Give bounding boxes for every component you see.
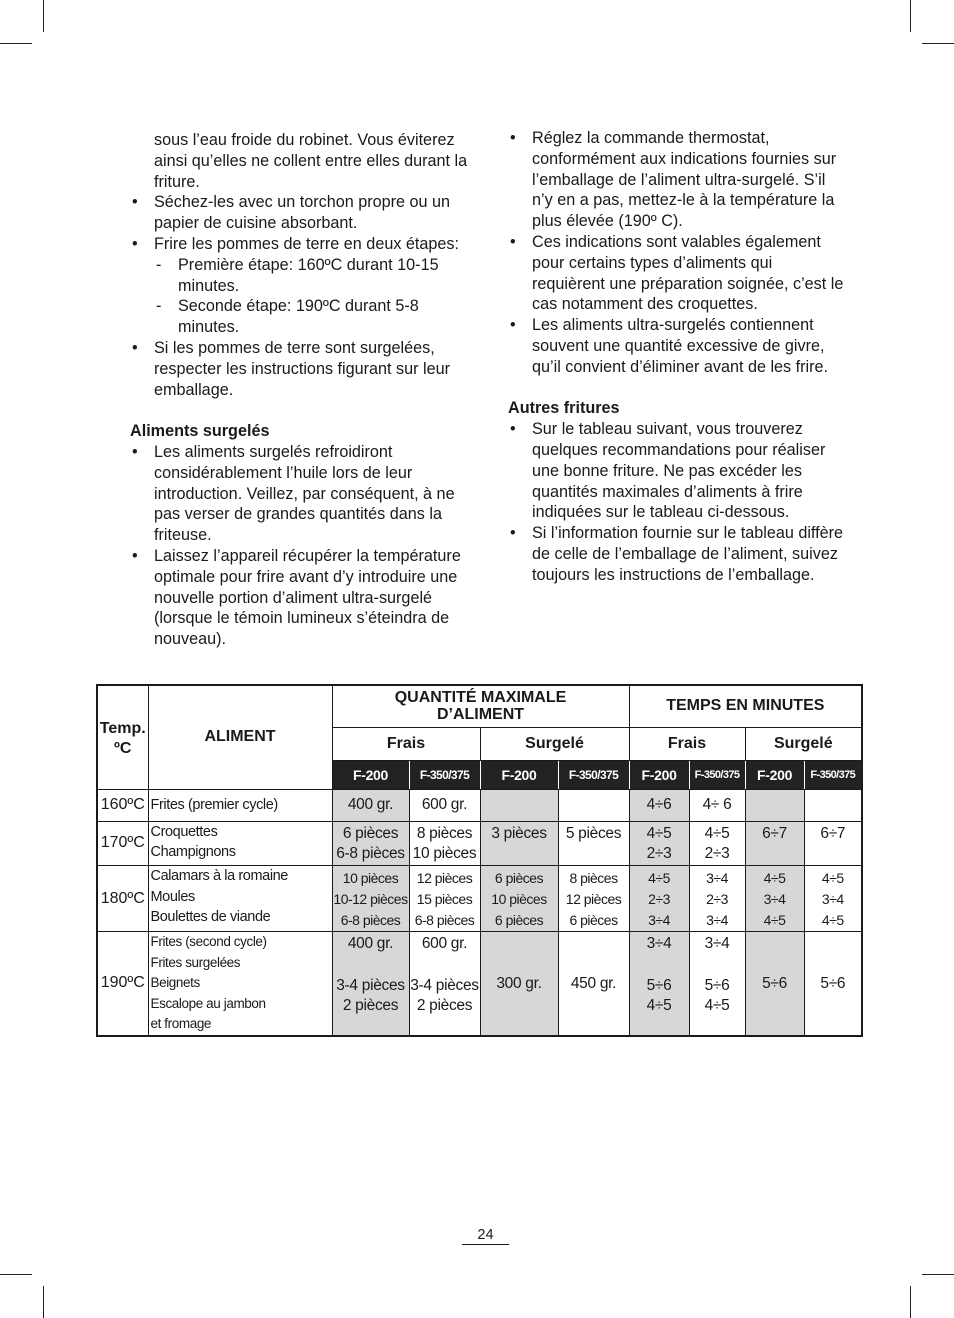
value-cell — [745, 789, 804, 821]
sub-list-item: - Seconde étape: 190ºC durant 5-8 minutes. — [130, 296, 470, 338]
temp-cell: 170ºC — [97, 821, 148, 866]
food-cell — [148, 789, 332, 821]
model-header: F-350/375 — [558, 760, 629, 789]
food-item: Moules — [150, 888, 195, 905]
bullet-list — [130, 192, 470, 400]
value-cell: 8 pièces 10 pièces — [409, 821, 480, 866]
bullet-list — [508, 419, 848, 585]
frying-table — [96, 684, 863, 1037]
food-item: Escalope au jambon — [150, 995, 266, 1011]
bullet-list — [508, 128, 848, 378]
list-item: • Réglez la commande thermostat, conformément aux indications fournies sur l’emballage de l’aliment ultra-surgelé. S’il n’y en a pas, mettez-le à la température la plus élevée (190º C). — [508, 128, 848, 232]
food-item: Champignons — [150, 844, 236, 860]
value-cell: 4÷5 2÷3 — [629, 821, 689, 866]
list-item: • Frire les pommes de terre en deux étapes: — [130, 234, 470, 255]
continuation-text: sous l’eau froide du robinet. Vous éviterez ainsi qu’elles ne collent entre elles durant la friture. — [154, 131, 468, 191]
food-item: et fromage — [150, 1016, 212, 1032]
table-row — [97, 866, 862, 932]
value-cell: 3 pièces — [480, 821, 558, 866]
temp-cell: 160ºC — [97, 789, 148, 821]
food-item: Calamars à la romaine — [150, 868, 288, 885]
model-header: F-350/375 — [804, 760, 862, 789]
value-cell: 4÷ 6 — [689, 789, 745, 821]
section-title: Autres fritures — [508, 399, 620, 418]
value-cell: 4÷5 2÷3 3÷4 — [629, 866, 689, 932]
value-cell: 4÷5 2÷3 — [689, 821, 745, 866]
header-frozen: Surgelé — [745, 727, 862, 760]
value-cell: 4÷6 — [629, 789, 689, 821]
food-item: Boulettes de viande — [150, 909, 271, 926]
model-header: F-200 — [629, 760, 689, 789]
value-cell: 12 pièces 15 pièces 6-8 pièces — [409, 866, 480, 932]
header-temp: Temp. ºC — [97, 685, 148, 789]
value-cell — [804, 789, 862, 821]
header-frozen: Surgelé — [480, 727, 629, 760]
table-row — [97, 789, 862, 821]
value-cell: 5÷6 — [804, 932, 862, 1036]
right-column — [508, 128, 848, 586]
header-time: TEMPS EN MINUTES — [629, 685, 862, 727]
value-cell: 600 gr. 3-4 pièces 2 pièces — [409, 932, 480, 1036]
value-cell — [558, 789, 629, 821]
model-header: F-200 — [332, 760, 409, 789]
value-cell: 10 pièces 10-12 pièces 6-8 pièces — [332, 866, 409, 932]
page-number: 24 — [462, 1227, 509, 1245]
list-item: • Séchez-les avec un torchon propre ou un papier de cuisine absorbant. — [130, 192, 470, 234]
list-item: • Sur le tableau suivant, vous trouverez quelques recommandations pour réaliser une bonne friture. Ne pas excéder les quantités maximales d’aliments à frire indiquées sur le tableau ci-dessous. — [508, 419, 848, 523]
food-item: Frites (second cycle) — [150, 934, 267, 950]
value-cell: 3÷4 2÷3 3÷4 — [689, 866, 745, 932]
list-item: • Si l’information fournie sur le tableau diffère de celle de l’emballage de l’aliment, suivez toujours les instructions de l’emballage. — [508, 523, 848, 585]
food-item: Beignets — [150, 975, 200, 991]
value-cell: 6 pièces 10 pièces 6 pièces — [480, 866, 558, 932]
list-item: • Les aliments surgelés refroidiront considérablement l’huile lors de leur introduction. Veillez, par conséquent, à ne pas verser de grandes quantités dans la friteuse. — [130, 442, 470, 546]
value-cell: 6÷7 — [745, 821, 804, 866]
left-column — [130, 130, 470, 650]
value-cell: 4÷5 3÷4 4÷5 — [804, 866, 862, 932]
food-item: Frites (premier cycle) — [150, 796, 278, 813]
value-cell: 450 gr. — [558, 932, 629, 1036]
crop-mark — [0, 43, 32, 44]
value-cell: 300 gr. — [480, 932, 558, 1036]
value-cell: 600 gr. — [409, 789, 480, 821]
value-cell: 3÷4 5÷6 4÷5 — [629, 932, 689, 1036]
header-food: ALIMENT — [148, 685, 332, 789]
value-cell: 400 gr. — [332, 789, 409, 821]
model-header: F-350/375 — [689, 760, 745, 789]
bullet-list — [130, 442, 470, 650]
crop-mark — [910, 1286, 911, 1318]
value-cell: 6÷7 — [804, 821, 862, 866]
value-cell: 3÷4 5÷6 4÷5 — [689, 932, 745, 1036]
value-cell: 4÷5 3÷4 4÷5 — [745, 866, 804, 932]
section-title: Aliments surgelés — [130, 422, 270, 441]
list-item: • Les aliments ultra-surgelés contiennent souvent une quantité excessive de givre, qu’il convient d’éliminer avant de les frire. — [508, 315, 848, 377]
model-header: F-200 — [480, 760, 558, 789]
value-cell: 6 pièces 6-8 pièces — [332, 821, 409, 866]
header-fresh: Frais — [629, 727, 745, 760]
list-item: • Ces indications sont valables également pour certains types d’aliments qui requièrent une préparation soignée, c’est le cas notamment des croquettes. — [508, 232, 848, 315]
table-row — [97, 821, 862, 866]
header-quantity: QUANTITÉ MAXIMALE D’ALIMENT — [332, 685, 629, 727]
food-item: Frites surgelées — [150, 954, 241, 970]
value-cell: 8 pièces 12 pièces 6 pièces — [558, 866, 629, 932]
value-cell: 400 gr. 3-4 pièces 2 pièces — [332, 932, 409, 1036]
temp-cell: 180ºC — [97, 866, 148, 932]
list-item: • Laissez l’appareil récupérer la température optimale pour frire avant d’y introduire une nouvelle portion d’aliment ultra-surgelé (lorsque le témoin lumineux s’éteindra de nouveau). — [130, 546, 470, 650]
food-item: Croquettes — [150, 823, 218, 840]
crop-mark — [43, 0, 44, 32]
list-item: • Si les pommes de terre sont surgelées, respecter les instructions figurant sur leur emballage. — [130, 338, 470, 400]
food-cell — [148, 932, 332, 1036]
sub-list-item: - Première étape: 160ºC durant 10-15 minutes. — [130, 255, 470, 297]
model-header: F-200 — [745, 760, 804, 789]
temp-cell: 190ºC — [97, 932, 148, 1036]
value-cell: 5 pièces — [558, 821, 629, 866]
food-cell — [148, 821, 332, 866]
crop-mark — [922, 1274, 954, 1275]
crop-mark — [922, 43, 954, 44]
header-fresh: Frais — [332, 727, 480, 760]
value-cell — [480, 789, 558, 821]
crop-mark — [0, 1274, 32, 1275]
food-cell — [148, 866, 332, 932]
value-cell: 5÷6 — [745, 932, 804, 1036]
crop-mark — [43, 1286, 44, 1318]
crop-mark — [910, 0, 911, 32]
model-header: F-350/375 — [409, 760, 480, 789]
table-row — [97, 932, 862, 1036]
